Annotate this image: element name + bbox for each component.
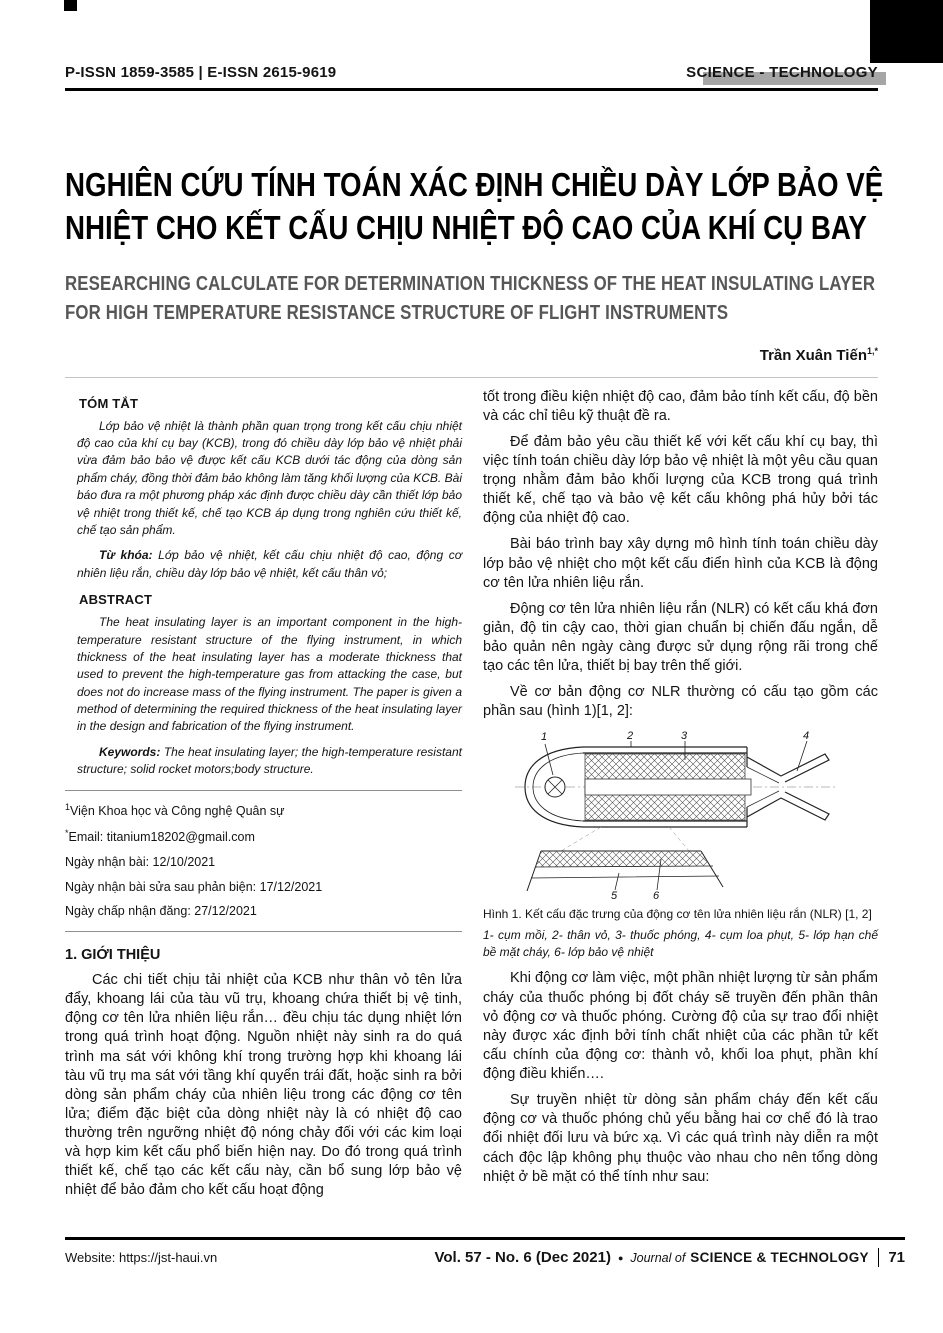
journal-name: SCIENCE & TECHNOLOGY: [690, 1250, 869, 1265]
left-column: [65, 388, 462, 1208]
affiliation-block: [65, 802, 462, 920]
issn-label: P-ISSN 1859-3585 | E-ISSN 2615-9619: [65, 64, 337, 81]
section-tag: [686, 64, 878, 81]
footer-divider: [878, 1248, 880, 1267]
date-accepted: Ngày chấp nhận đăng: 27/12/2021: [65, 904, 257, 919]
abstract-en-keywords: [77, 744, 462, 779]
subtitle-line: RESEARCHING CALCULATE FOR DETERMINATION THICKNESS OF THE HEAT INSULATING LAYER: [65, 272, 876, 295]
body-paragraph: tốt trong điều kiện nhiệt độ cao, đảm bảo tính kết cấu, độ bền và các chỉ tiêu kỹ thuật đề ra.: [483, 388, 878, 424]
author-email-link[interactable]: Email: titanium18202@gmail.com: [68, 830, 255, 845]
date-revised: Ngày nhận bài sửa sau phản biện: 17/12/2021: [65, 879, 323, 894]
author-affiliation-mark: 1,*: [866, 345, 878, 356]
figure-label-2: 2: [627, 729, 634, 742]
body-paragraph: Động cơ tên lửa nhiên liệu rắn (NLR) có kết cấu khá đơn giản, độ tin cậy cao, thời gian chuẩn bị chiến đấu ngắn, dễ bảo quản nên ngày càng được sử dụng rộng rãi trong chế tạo các tên lửa, thiết bị bay trên thế giới.: [483, 600, 878, 675]
date-received: Ngày nhận bài: 12/10/2021: [65, 855, 216, 870]
author-row: [65, 346, 878, 364]
abstract-block: [65, 396, 462, 779]
divider: [65, 790, 462, 791]
divider: [65, 377, 878, 378]
body-paragraph: Khi động cơ làm việc, một phần nhiệt lượng từ sản phẩm cháy của thuốc phóng bị đốt cháy sẽ truyền đến phần thân vỏ động cơ và thuốc phóng. Cường độ của sự trao đổi nhiệt này được xác định bởi tính chất nhiệt của các phần tử kết cấu chính của động cơ: thành vỏ, khối loa phụt, phần khí động điều khiển….: [483, 970, 878, 1082]
keywords-vi: Lớp bảo vệ nhiệt, kết cấu chịu nhiệt độ cao, động cơ nhiên liệu rắn, chiều dày lớp bảo vệ nhiệt, kết cấu thân vỏ;: [77, 548, 462, 580]
page-header: [65, 0, 878, 81]
page-number: 71: [888, 1249, 905, 1266]
corner-mark: [64, 0, 77, 11]
author-name: Trần Xuân Tiến: [759, 346, 867, 364]
bullet-separator: ●: [617, 1252, 624, 1263]
header-rule: [65, 88, 878, 91]
footer-rule: [65, 1237, 905, 1240]
keywords-label-vi: Từ khóa:: [99, 548, 153, 563]
affiliation-email: [65, 828, 462, 846]
section-label: SCIENCE - TECHNOLOGY: [686, 64, 878, 81]
divider: [65, 931, 462, 932]
email-sup: *: [65, 828, 69, 839]
footer-website: [65, 1250, 217, 1265]
abstract-en-heading: ABSTRACT: [79, 592, 153, 608]
journal-website-link[interactable]: https://jst-haui.vn: [118, 1250, 218, 1265]
subtitle-line: FOR HIGH TEMPERATURE RESISTANCE STRUCTURE OF FLIGHT INSTRUMENTS: [65, 301, 729, 324]
title-line: NGHIÊN CỨU TÍNH TOÁN XÁC ĐỊNH CHIỀU DÀY LỚP BẢO VỆ: [65, 165, 884, 203]
right-column: [483, 388, 878, 1194]
page-footer: [65, 1248, 905, 1267]
abstract-vi-keywords: [77, 547, 462, 582]
body-paragraph: Để đảm bảo yêu cầu thiết kế với kết cấu khí cụ bay, thì việc tính toán chiều dày lớp bảo vệ nhiệt là một yêu cầu quan trọng nhằm đảm bảo khối lượng của KCB trong quá trình thiết kế, chế tạo và bảo vệ kết cấu không phá hủy bởi tác động của nhiệt độ cao.: [483, 433, 878, 527]
affiliation-institute: [65, 802, 462, 820]
figure-label-1: 1: [541, 730, 548, 743]
page-content: [65, 0, 884, 1208]
title-line: NHIỆT CHO KẾT CẤU CHỊU NHIỆT ĐỘ CAO CỦA KHÍ CỤ BAY: [65, 209, 867, 247]
figure-1-rocket-motor-drawing: [483, 729, 878, 901]
affiliation-sup: 1: [65, 801, 71, 812]
volume-label: Vol. 57 - No. 6 (Dec 2021): [434, 1249, 611, 1266]
intro-paragraph: Các chi tiết chịu tải nhiệt của KCB như thân vỏ tên lửa đẩy, khoang lái của tàu vũ trụ, khoang chứa thiết bị vệ tinh, động cơ tên lửa nhiên liệu rắn… đều chịu tác dụng nhiệt lớn trong quá trình hoạt động. Nguồn nhiệt này sinh ra do quá trình ma sát với không khí trong trường hợp khi khoang lái tàu vũ trụ ma sát với tầng khí quyển trái đất, hoặc sinh ra bởi dòng sản phẩm cháy của nhiên liệu trong các động cơ tên lửa; điểm đặc biệt của dòng nhiệt này là có nhiệt độ cao thường trên ngưỡng nhiệt độ nóng chảy đối với các kim loại và hợp kim kết cấu phổ biến hiện nay. Do đó trong quá trình thiết kế, chế tạo các kết cấu này, cần bổ sung lớp bảo vệ nhiệt để bảo đảm cho kết cấu hoạt động: [65, 972, 462, 1199]
website-label: Website:: [65, 1250, 116, 1265]
body-paragraph: Bài báo trình bay xây dựng mô hình tính toán chiều dày lớp bảo vệ nhiệt cho một kết cấu điển hình của KCB là động cơ tên lửa nhiên liệu rắn.: [483, 536, 878, 591]
figure-label-3: 3: [681, 729, 688, 742]
section-1-heading: 1. GIỚI THIỆU: [65, 947, 161, 964]
figure-1-legend: 1- cụm mồi, 2- thân vỏ, 3- thuốc phóng, 4- cụm loa phụt, 5- lớp hạn chế bề mặt cháy, 6- lớp bảo vệ nhiệt: [483, 927, 878, 959]
article-title-en: [65, 270, 878, 328]
abstract-en-body: The heat insulating layer is an important component in the high-temperature resistant structure of the flying instrument, in which thickness of the heat insulating layer has a moderate thickness that used to prevent the high-temperature gas from attacking the case, but does not do increase mass of the flying instrument. The paper is given a method of determining the required thickness of the heat insulating layer in the design and fabrication of the flying instrument.: [77, 615, 462, 734]
abstract-vi-body: Lớp bảo vệ nhiệt là thành phần quan trọng trong kết cấu chịu nhiệt độ cao của khí cụ bay (KCB), trong đó chiều dày lớp bảo vệ nhiệt phải vừa đảm bảo bảo vệ được kết cấu KCB dưới tác động của dòng sản phẩm cháy, đồng thời đảm bảo không làm tăng khối lượng của KCB. Bài báo đưa ra một phương pháp xác định được chiều dày cần thiết lớp bảo vệ nhiệt trong thiết kế, chế tạo KCB áp dụng trong nghiên cứu thiết kế, chế tạo sản phẩm.: [77, 418, 462, 537]
body-paragraph: Sự truyền nhiệt từ dòng sản phẩm cháy đến kết cấu động cơ và thuốc phóng chủ yếu bằng hai cơ chế đó là trao đổi nhiệt đối lưu và bức xạ. Vì các quá trình này diễn ra một cách độc lập không phụ thuộc vào nhau cho nên tổng dòng nhiệt ở bề mặt có thể tính như sau:: [483, 1092, 878, 1185]
keywords-en: The heat insulating layer; the high-temperature resistant structure; solid rocket motors;body structure.: [77, 744, 462, 777]
figure-label-4: 4: [803, 729, 810, 742]
abstract-vi-heading: TÓM TẮT: [79, 395, 139, 411]
body-paragraph: Về cơ bản động cơ NLR thường có cấu tạo gồm các phần sau (hình 1)[1, 2]:: [483, 684, 878, 720]
article-title-vi: [65, 163, 884, 250]
journal-prefix: Journal of: [630, 1250, 686, 1265]
two-column-body: [65, 388, 878, 1208]
figure-label-5: 5: [611, 889, 618, 901]
footer-journal-info: [434, 1248, 905, 1267]
figure-label-6: 6: [653, 889, 660, 901]
institute-name: Viện Khoa học và Công nghệ Quân sự: [70, 803, 285, 818]
keywords-label-en: Keywords:: [99, 744, 161, 759]
corner-block: [870, 0, 943, 63]
figure-1-caption: Hình 1. Kết cấu đặc trưng của động cơ tên lửa nhiên liệu rắn (NLR) [1, 2]: [483, 906, 872, 921]
